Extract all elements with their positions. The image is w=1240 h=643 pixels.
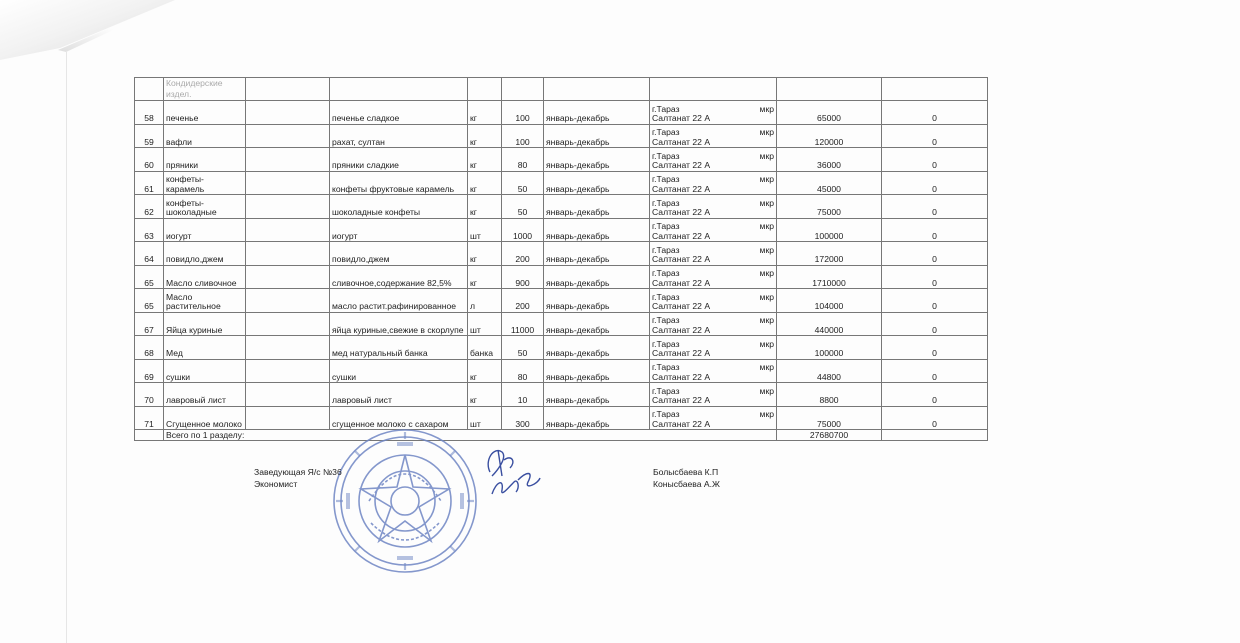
balance: 0 — [882, 383, 988, 407]
address — [650, 148, 777, 172]
item-description: лавровый лист — [330, 383, 468, 407]
period: январь-декабрь — [544, 289, 650, 313]
address — [650, 101, 777, 125]
row-number: 62 — [135, 195, 164, 219]
unit: шт — [468, 312, 502, 336]
address — [650, 171, 777, 195]
amount: 1710000 — [777, 265, 882, 289]
address-city: г.Тараз — [652, 244, 680, 255]
address-city: г.Тараз — [652, 103, 680, 114]
balance: 0 — [882, 359, 988, 383]
address-city: г.Тараз — [652, 268, 680, 278]
balance: 0 — [882, 124, 988, 148]
balance: 0 — [882, 406, 988, 430]
address-street: Салтанат 22 А — [652, 324, 711, 335]
unit: кг — [468, 242, 502, 266]
table-row — [135, 148, 988, 172]
table-row — [135, 101, 988, 125]
quantity: 50 — [502, 171, 544, 195]
row-number: 65 — [135, 265, 164, 289]
address-district: мкр — [759, 244, 774, 255]
address-district: мкр — [759, 291, 774, 302]
amount: 440000 — [777, 312, 882, 336]
address — [650, 383, 777, 407]
address-street: Салтанат 22 А — [652, 136, 711, 147]
row-number: 71 — [135, 406, 164, 430]
procurement-table — [134, 77, 988, 441]
unit: шт — [468, 218, 502, 242]
period: январь-декабрь — [544, 359, 650, 383]
item-name: иогурт — [164, 218, 246, 242]
empty-cell — [246, 148, 330, 172]
period: январь-декабрь — [544, 242, 650, 266]
address — [650, 265, 777, 289]
table-row — [135, 195, 988, 219]
address-city: г.Тараз — [652, 362, 680, 372]
period: январь-декабрь — [544, 336, 650, 360]
empty-cell — [246, 171, 330, 195]
item-name: Яйца куриные — [164, 312, 246, 336]
category-label: Кондидерские издел. — [164, 78, 246, 101]
address-city: г.Тараз — [652, 197, 680, 208]
row-number: 65 — [135, 289, 164, 313]
row-number: 67 — [135, 312, 164, 336]
table-row — [135, 218, 988, 242]
address-district: мкр — [759, 409, 774, 419]
balance: 0 — [882, 171, 988, 195]
row-number: 64 — [135, 242, 164, 266]
row-number: 58 — [135, 101, 164, 125]
address-city: г.Тараз — [652, 174, 680, 184]
amount: 45000 — [777, 171, 882, 195]
quantity: 1000 — [502, 218, 544, 242]
row-number: 70 — [135, 383, 164, 407]
unit: л — [468, 289, 502, 313]
address-city: г.Тараз — [652, 221, 680, 231]
amount: 100000 — [777, 336, 882, 360]
address-city: г.Тараз — [652, 315, 680, 325]
period: январь-декабрь — [544, 101, 650, 125]
address-street: Салтанат 22 А — [652, 160, 711, 170]
address-district: мкр — [759, 385, 774, 396]
item-description: сливочное,содержание 82,5% — [330, 265, 468, 289]
address — [650, 406, 777, 430]
period: январь-декабрь — [544, 148, 650, 172]
table-row — [135, 383, 988, 407]
address-district: мкр — [759, 362, 774, 372]
address-city: г.Тараз — [652, 385, 680, 396]
amount: 104000 — [777, 289, 882, 313]
period: январь-декабрь — [544, 195, 650, 219]
address-district: мкр — [759, 150, 774, 161]
quantity: 200 — [502, 242, 544, 266]
unit: кг — [468, 171, 502, 195]
address-street: Салтанат 22 А — [652, 113, 711, 123]
balance: 0 — [882, 336, 988, 360]
total-row — [135, 430, 988, 441]
table-row — [135, 336, 988, 360]
address — [650, 289, 777, 313]
address-district: мкр — [759, 103, 774, 114]
item-description: рахат, султан — [330, 124, 468, 148]
unit: кг — [468, 359, 502, 383]
quantity: 200 — [502, 289, 544, 313]
quantity: 11000 — [502, 312, 544, 336]
address-street: Салтанат 22 А — [652, 183, 711, 194]
head-name: Болысбаева К.П — [653, 467, 719, 477]
amount: 36000 — [777, 148, 882, 172]
address — [650, 312, 777, 336]
row-number: 63 — [135, 218, 164, 242]
unit: кг — [468, 101, 502, 125]
item-name: конфеты- карамель — [164, 171, 246, 195]
empty-cell — [246, 383, 330, 407]
item-description: иогурт — [330, 218, 468, 242]
quantity: 80 — [502, 148, 544, 172]
balance: 0 — [882, 148, 988, 172]
item-name: пряники — [164, 148, 246, 172]
address-city: г.Тараз — [652, 291, 680, 302]
address-district: мкр — [759, 268, 774, 278]
table-row — [135, 312, 988, 336]
balance: 0 — [882, 195, 988, 219]
item-name: лавровый лист — [164, 383, 246, 407]
unit: кг — [468, 383, 502, 407]
address-street: Салтанат 22 А — [652, 277, 711, 288]
address-street: Салтанат 22 А — [652, 230, 711, 241]
item-name: Масло сливочное — [164, 265, 246, 289]
quantity: 80 — [502, 359, 544, 383]
quantity: 100 — [502, 124, 544, 148]
balance: 0 — [882, 218, 988, 242]
unit: банка — [468, 336, 502, 360]
address-street: Салтанат 22 А — [652, 207, 711, 217]
table-row — [135, 242, 988, 266]
page-edge-line — [66, 52, 67, 643]
table-row — [135, 406, 988, 430]
empty-cell — [246, 124, 330, 148]
balance: 0 — [882, 265, 988, 289]
director-signature-icon — [482, 442, 544, 500]
item-name: повидло,джем — [164, 242, 246, 266]
period: январь-декабрь — [544, 124, 650, 148]
quantity: 900 — [502, 265, 544, 289]
amount: 172000 — [777, 242, 882, 266]
item-description: сушки — [330, 359, 468, 383]
item-description: сгущенное молоко с сахаром — [330, 406, 468, 430]
total-label: Всего по 1 разделу: — [164, 430, 777, 441]
right-signatory-names — [653, 466, 720, 490]
address-city: г.Тараз — [652, 127, 680, 137]
economist-name: Конысбаева А.Ж — [653, 479, 720, 489]
address — [650, 195, 777, 219]
left-signatory-titles — [254, 466, 342, 490]
address-street: Салтанат 22 А — [652, 254, 711, 264]
address — [650, 359, 777, 383]
row-number: 69 — [135, 359, 164, 383]
empty-cell — [246, 101, 330, 125]
official-seal-icon — [331, 427, 479, 575]
table-row — [135, 171, 988, 195]
quantity: 50 — [502, 336, 544, 360]
amount: 75000 — [777, 195, 882, 219]
address-street: Салтанат 22 А — [652, 301, 711, 311]
table-header-row — [135, 78, 988, 101]
item-name: Мед — [164, 336, 246, 360]
row-number: 68 — [135, 336, 164, 360]
address-district: мкр — [759, 127, 774, 137]
address-street: Салтанат 22 А — [652, 418, 711, 429]
period: январь-декабрь — [544, 312, 650, 336]
amount: 8800 — [777, 383, 882, 407]
item-description: печенье сладкое — [330, 101, 468, 125]
balance: 0 — [882, 101, 988, 125]
item-description: пряники сладкие — [330, 148, 468, 172]
period: январь-декабрь — [544, 171, 650, 195]
item-description: конфеты фруктовые карамель — [330, 171, 468, 195]
unit: шт — [468, 406, 502, 430]
item-name: Масло растительное — [164, 289, 246, 313]
empty-cell — [135, 430, 164, 441]
address — [650, 242, 777, 266]
address — [650, 336, 777, 360]
item-name: печенье — [164, 101, 246, 125]
unit: кг — [468, 124, 502, 148]
row-number: 60 — [135, 148, 164, 172]
period: январь-декабрь — [544, 265, 650, 289]
head-title: Заведующая Я/с №36 — [254, 467, 342, 477]
address-street: Салтанат 22 А — [652, 371, 711, 382]
empty-cell — [246, 195, 330, 219]
balance: 0 — [882, 242, 988, 266]
item-name: конфеты- шоколадные — [164, 195, 246, 219]
item-name: Сгущенное молоко — [164, 406, 246, 430]
balance: 0 — [882, 289, 988, 313]
address-district: мкр — [759, 197, 774, 208]
empty-cell — [246, 218, 330, 242]
period: январь-декабрь — [544, 218, 650, 242]
address-street: Салтанат 22 А — [652, 395, 711, 405]
page-corner-fold — [0, 0, 175, 60]
amount: 100000 — [777, 218, 882, 242]
unit: кг — [468, 265, 502, 289]
empty-cell — [246, 242, 330, 266]
table-row — [135, 359, 988, 383]
item-description: мед натуральный банка — [330, 336, 468, 360]
table-row — [135, 265, 988, 289]
balance: 0 — [882, 312, 988, 336]
empty-cell — [246, 336, 330, 360]
quantity: 300 — [502, 406, 544, 430]
item-description: масло растит.рафинированное — [330, 289, 468, 313]
address-street: Салтанат 22 А — [652, 348, 711, 358]
empty-cell — [246, 289, 330, 313]
item-description: яйца куриные,свежие в скорлупе — [330, 312, 468, 336]
amount: 120000 — [777, 124, 882, 148]
address-city: г.Тараз — [652, 338, 680, 349]
address-city: г.Тараз — [652, 409, 680, 419]
amount: 44800 — [777, 359, 882, 383]
total-amount: 27680700 — [777, 430, 882, 441]
address-district: мкр — [759, 315, 774, 325]
unit: кг — [468, 195, 502, 219]
address-district: мкр — [759, 338, 774, 349]
address — [650, 218, 777, 242]
quantity: 100 — [502, 101, 544, 125]
item-name: вафли — [164, 124, 246, 148]
table-row — [135, 124, 988, 148]
table-row — [135, 289, 988, 313]
empty-cell — [882, 430, 988, 441]
economist-title: Экономист — [254, 479, 298, 489]
empty-cell — [246, 406, 330, 430]
item-description: шоколадные конфеты — [330, 195, 468, 219]
item-name: сушки — [164, 359, 246, 383]
empty-cell — [246, 312, 330, 336]
empty-cell — [246, 359, 330, 383]
row-number: 59 — [135, 124, 164, 148]
address-district: мкр — [759, 174, 774, 184]
address-district: мкр — [759, 221, 774, 231]
amount: 65000 — [777, 101, 882, 125]
address — [650, 124, 777, 148]
period: январь-декабрь — [544, 383, 650, 407]
address-city: г.Тараз — [652, 150, 680, 161]
period: январь-декабрь — [544, 406, 650, 430]
item-description: повидло,джем — [330, 242, 468, 266]
empty-cell — [246, 265, 330, 289]
amount: 75000 — [777, 406, 882, 430]
quantity: 10 — [502, 383, 544, 407]
quantity: 50 — [502, 195, 544, 219]
row-number: 61 — [135, 171, 164, 195]
unit: кг — [468, 148, 502, 172]
